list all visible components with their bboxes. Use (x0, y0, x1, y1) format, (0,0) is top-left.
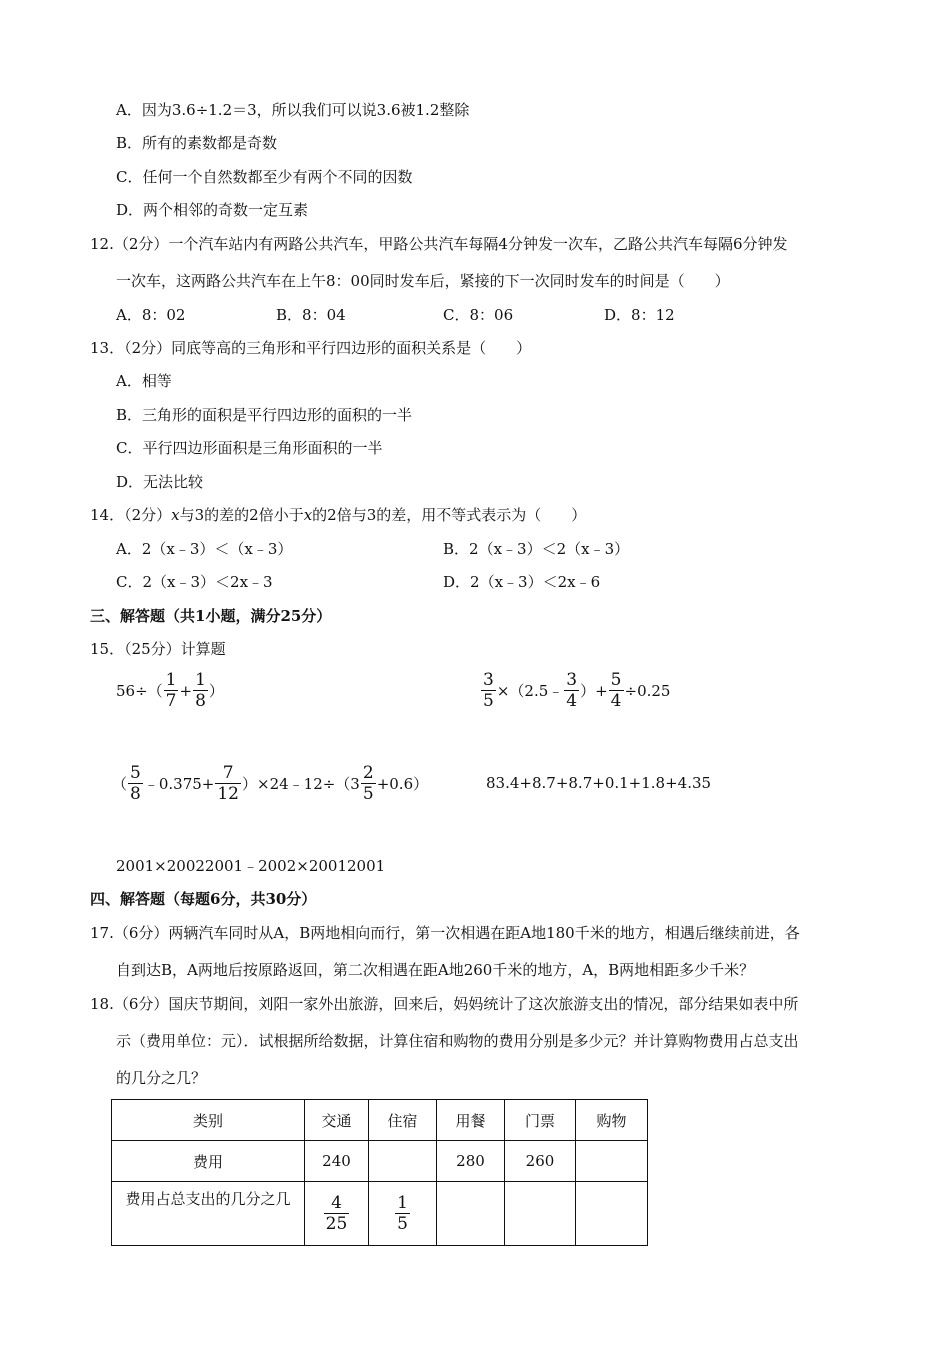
q14-option-c: C．2（x﹣3）＜2x﹣3 (116, 573, 273, 591)
cost-meals: 280 (437, 1141, 505, 1182)
q14-option-b: B．2（x﹣3）＜2（x﹣3） (443, 540, 630, 558)
q18-line3: 的几分之几？ (116, 1069, 207, 1087)
fraction-transport (305, 1182, 369, 1246)
cost-transport: 240 (305, 1141, 369, 1182)
fraction-meals (437, 1182, 505, 1246)
header-tickets: 门票 (505, 1100, 576, 1141)
header-meals: 用餐 (437, 1100, 505, 1141)
cost-lodging (369, 1141, 437, 1182)
calc-expression-1 (116, 670, 224, 711)
q12-option-d: D．8：12 (604, 306, 675, 324)
e3-fraction-1: $\frac{5}{8}$ (130, 763, 141, 804)
cost-tickets: 260 (505, 1141, 576, 1182)
e2-fraction-2: $\frac{3}{4}$ (566, 670, 578, 711)
q13-option-b: B．三角形的面积是平行四边形的面积的一半 (116, 406, 413, 424)
e2-suffix: ÷0.25 (624, 681, 671, 700)
section4-heading: 四、解答题（每题6分，共30分） (90, 890, 317, 908)
calc-expression-4: 83.4+8.7+8.7+0.1+1.8+4.35 (486, 774, 712, 792)
header-lodging: 住宿 (369, 1100, 437, 1141)
q14-option-d: D．2（x﹣3）＜2x﹣6 (443, 573, 601, 591)
e3-suffix: +0.6） (376, 775, 429, 793)
q11-option-c: C．任何一个自然数都至少有两个不同的因数 (116, 168, 413, 186)
e3-mid1: ﹣0.375+ (143, 775, 215, 793)
row-cost-label: 费用 (112, 1141, 305, 1182)
q14-stem-mid: 与3的差的2倍小于 (179, 506, 304, 524)
q12-stem-line2: 一次车，这两路公共汽车在上午8：00同时发车后，紧接的下一次同时发车的时间是（ ） (116, 272, 730, 290)
q14-stem-prefix: 14．（2分） (90, 506, 172, 524)
row-fraction-label: 费用占总支出的几分之几 (112, 1182, 305, 1246)
header-shopping: 购物 (576, 1100, 648, 1141)
header-transport: 交通 (305, 1100, 369, 1141)
section3-heading: 三、解答题（共1小题，满分25分） (90, 607, 332, 625)
q12-stem-line1: 12.（2分）一个汽车站内有两路公共汽车，甲路公共汽车每隔4分钟发一次车，乙路公共汽车每隔6分钟发 (90, 235, 788, 253)
fraction-lodging (369, 1182, 437, 1246)
q14-var-x-2: x (303, 506, 313, 524)
table-row-fraction (112, 1182, 648, 1246)
q18-line1: 18.（6分）国庆节期间，刘阳一家外出旅游，回来后，妈妈统计了这次旅游支出的情况，部分结果如表中所 (90, 995, 799, 1013)
table-header-row (112, 1100, 648, 1141)
q13-option-c: C．平行四边形面积是三角形面积的一半 (116, 439, 383, 457)
q17-line1: 17.（6分）两辆汽车同时从A，B两地相向而行，第一次相遇在距A地180千米的地方，相遇后继续前进，各 (90, 924, 800, 942)
q11-option-b: B．所有的素数都是奇数 (116, 134, 278, 152)
q14-stem-suffix: 的2倍与3的差，用不等式表示为（ ） (312, 506, 587, 524)
q11-option-a: A．因为3.6÷1.2＝3，所以我们可以说3.6被1.2整除 (116, 101, 470, 119)
q14-stem (90, 505, 586, 525)
calc-expression-2 (480, 670, 670, 711)
e1-plus: + (179, 681, 193, 700)
q18-line2: 示（费用单位：元）．试根据所给数据，计算住宿和购物的费用分别是多少元？并计算购物费用占总支出 (116, 1032, 799, 1050)
e2-mid2: ）+ (580, 682, 608, 700)
q13-option-d: D．无法比较 (116, 473, 204, 491)
e1-fraction-2: $\frac{1}{8}$ (195, 670, 206, 711)
calc-expression-3 (112, 763, 428, 804)
q13-stem: 13．（2分）同底等高的三角形和平行四边形的面积关系是（ ） (90, 339, 532, 357)
q12-option-c: C．8：06 (443, 306, 514, 324)
cost-table (111, 1099, 648, 1246)
table-row-cost (112, 1141, 648, 1182)
q14-option-a: A．2（x﹣3）＜（x﹣3） (116, 540, 293, 558)
q12-option-a: A．8：02 (116, 306, 186, 324)
q11-option-d: D．两个相邻的奇数一定互素 (116, 201, 309, 219)
e2-fraction-1: $\frac{3}{5}$ (483, 670, 494, 711)
q13-option-a: A．相等 (116, 372, 172, 390)
e3-open: （ (112, 775, 128, 793)
cost-shopping (576, 1141, 648, 1182)
e1-prefix: 56÷（ (116, 682, 163, 700)
e2-mid1: ×（2.5﹣ (496, 682, 564, 700)
e2-fraction-3: $\frac{5}{4}$ (610, 670, 622, 711)
fraction-4-25: $\frac{4}{25}$ (325, 1193, 348, 1234)
q12-option-b: B．8：04 (276, 306, 346, 324)
e3-fraction-2: $\frac{7}{12}$ (217, 763, 239, 804)
e3-fraction-3: $\frac{2}{5}$ (362, 763, 374, 804)
q14-var-x: x (171, 506, 180, 524)
e3-mid2: ）×24﹣12÷（3 (242, 775, 360, 793)
fraction-1-5: $\frac{1}{5}$ (397, 1193, 408, 1234)
e1-fraction-1: $\frac{1}{7}$ (165, 670, 177, 711)
fraction-tickets (505, 1182, 576, 1246)
calc-expression-5: 2001×20022001﹣2002×20012001 (116, 857, 386, 875)
q15-title: 15．（25分）计算题 (90, 640, 226, 658)
header-category: 类别 (112, 1100, 305, 1141)
fraction-shopping (576, 1182, 648, 1246)
e1-suffix: ） (208, 682, 224, 700)
q17-line2: 自到达B，A两地后按原路返回，第二次相遇在距A地260千米的地方，A，B两地相距多少千米？ (116, 961, 755, 979)
